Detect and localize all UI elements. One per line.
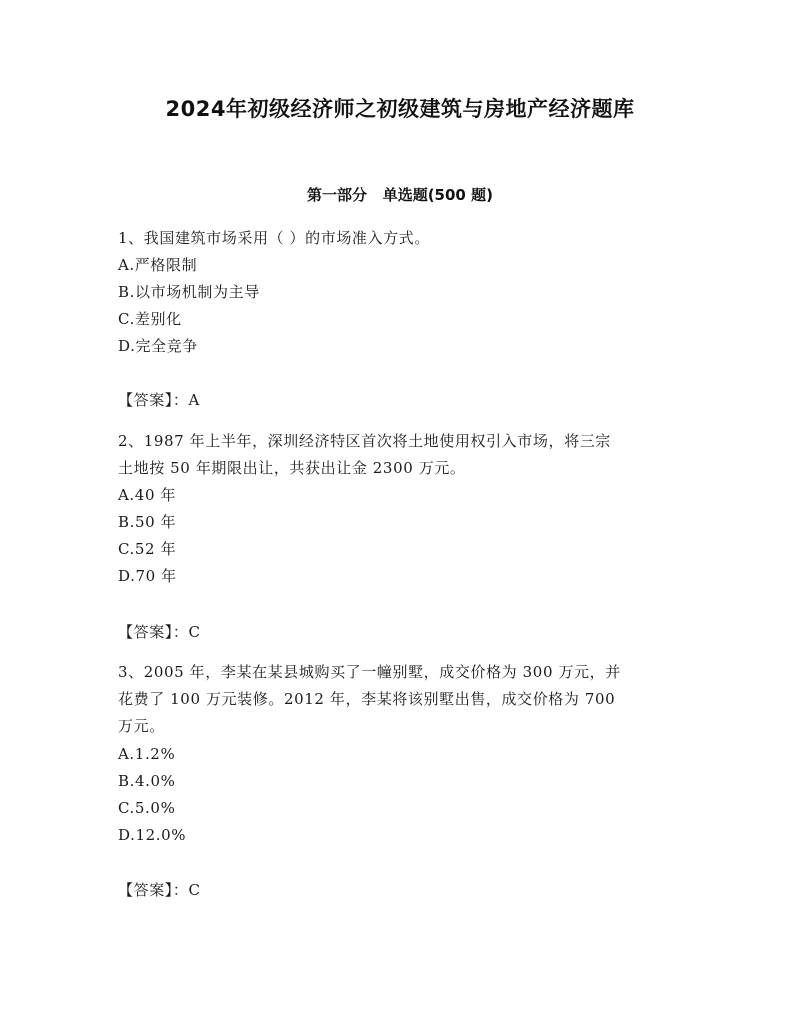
question-2-option-b: B.50 年	[118, 513, 177, 531]
question-2-stem-line-2: 土地按 50 年期限出让，共获出让金 2300 万元。	[118, 459, 466, 477]
question-3-stem-line-1: 3、2005 年，李某在某县城购买了一幢别墅，成交价格为 300 万元，并	[118, 663, 621, 681]
question-1-option-b: B.以市场机制为主导	[118, 283, 260, 301]
question-3-option-a: A.1.2%	[118, 745, 176, 763]
section-title: 第一部分 单选题(500 题)	[307, 186, 493, 204]
question-3-option-d: D.12.0%	[118, 826, 187, 844]
question-2-option-c: C.52 年	[118, 540, 177, 558]
question-3-option-b: B.4.0%	[118, 772, 176, 790]
question-2-option-a: A.40 年	[118, 486, 177, 504]
question-3-stem-line-3: 万元。	[118, 717, 165, 735]
question-1-option-d: D.完全竞争	[118, 337, 198, 355]
question-1-option-a: A.严格限制	[118, 256, 198, 274]
question-2-option-d: D.70 年	[118, 567, 177, 585]
question-3-answer: 【答案】：C	[118, 881, 201, 899]
question-1-stem-line-1: 1、我国建筑市场采用（ ）的市场准入方式。	[118, 229, 430, 247]
document-title: 2024年初级经济师之初级建筑与房地产经济题库	[165, 97, 635, 121]
question-1-answer: 【答案】：A	[118, 391, 200, 409]
question-2-answer: 【答案】：C	[118, 623, 201, 641]
question-3-option-c: C.5.0%	[118, 799, 176, 817]
question-2-stem-line-1: 2、1987 年上半年，深圳经济特区首次将土地使用权引入市场，将三宗	[118, 432, 611, 450]
question-1-option-c: C.差别化	[118, 310, 182, 328]
question-3-stem-line-2: 花费了 100 万元装修。2012 年，李某将该别墅出售，成交价格为 700	[118, 690, 616, 708]
